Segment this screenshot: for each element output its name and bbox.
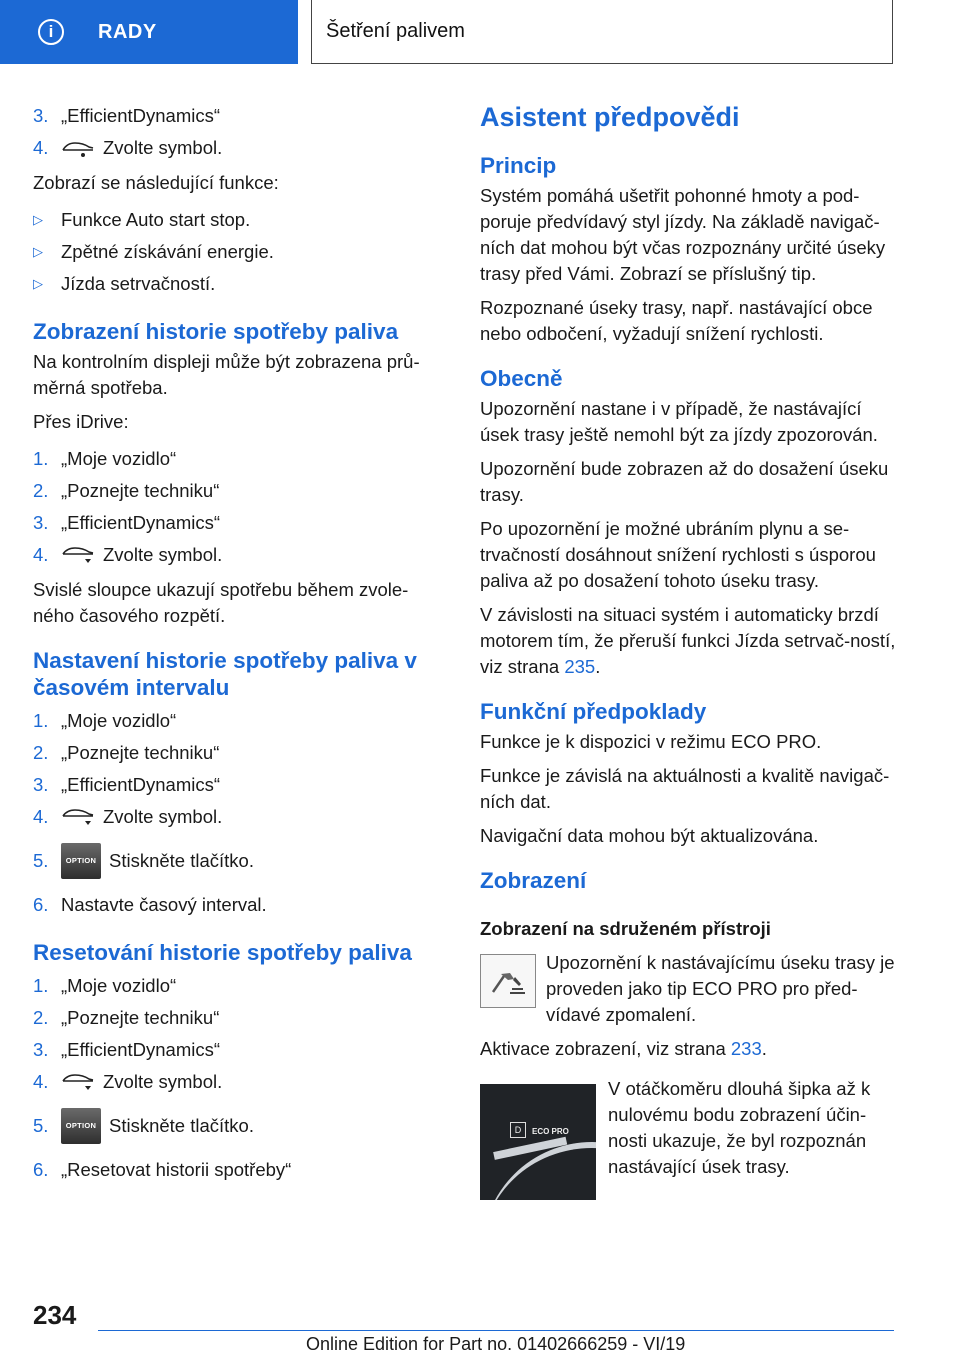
functions-list bbox=[33, 204, 445, 300]
list-item: 4. Zvolte symbol. bbox=[33, 806, 223, 827]
history-steps bbox=[33, 443, 445, 571]
list-item: 3. „EfficientDynamics“ bbox=[33, 1039, 221, 1060]
list-item: 5. OPTION Stiskněte tlačítko. bbox=[33, 1098, 445, 1154]
list-item: 2. „Poznejte techniku“ bbox=[33, 742, 220, 763]
requirements-text-2: Funkce je závislá na aktuálnosti a kvalitě navigač-ních dat. bbox=[480, 765, 890, 812]
efficiency-car-icon bbox=[61, 545, 95, 565]
requirements-heading: Funkční předpoklady bbox=[480, 699, 707, 724]
list-item: 6. „Resetovat historii spotřeby“ bbox=[33, 1159, 292, 1180]
activation-text: Aktivace zobrazení, viz strana 233. bbox=[480, 1038, 767, 1059]
footer-divider bbox=[98, 1330, 894, 1331]
intro-steps bbox=[33, 100, 445, 164]
tachometer-image bbox=[480, 1084, 596, 1200]
page-header bbox=[0, 0, 960, 66]
gear-indicator: D bbox=[510, 1122, 526, 1138]
general-text-1: Upozornění nastane i v případě, že nastávající úsek trasy ještě nemohl být za jízdy zpozorován. bbox=[480, 398, 878, 445]
right-column bbox=[480, 100, 898, 1208]
principle-text-2: Rozpoznané úseky trasy, např. nastávající obce nebo odbočení, vyžadují snížení rychlosti. bbox=[480, 297, 873, 344]
display-heading: Zobrazení bbox=[480, 868, 587, 893]
principle-heading: Princip bbox=[480, 153, 557, 178]
list-item: 4. Zvolte symbol. bbox=[33, 544, 223, 565]
list-item: 6. Nastavte časový interval. bbox=[33, 894, 267, 915]
requirements-text-1: Funkce je k dispozici v režimu ECO PRO. bbox=[480, 731, 822, 752]
efficiency-car-icon bbox=[61, 138, 95, 158]
history-via: Přes iDrive: bbox=[33, 411, 129, 432]
efficiency-car-icon bbox=[61, 807, 95, 827]
section-title: RADY bbox=[98, 20, 157, 43]
tip-text: Upozornění k nastávajícímu úseku trasy je proveden jako tip ECO PRO pro před-vídavé zpomalení. bbox=[546, 952, 895, 1025]
history-after: Svislé sloupce ukazují spotřebu během zvole-ného časového rozpětí. bbox=[33, 579, 409, 626]
list-item: 1. „Moje vozidlo“ bbox=[33, 710, 177, 731]
list-item: 2. „Poznejte techniku“ bbox=[33, 1007, 220, 1028]
general-text-4: V závislosti na situaci systém i automaticky brzdí motorem tím, že přeruší funkci Jízda setrvač-ností, viz strana 235. bbox=[480, 604, 896, 677]
option-button-icon: OPTION bbox=[61, 843, 101, 879]
display-subheading: Zobrazení na sdruženém přístroji bbox=[480, 918, 771, 939]
eco-pro-label: ECO PRO bbox=[532, 1127, 569, 1136]
history-heading: Zobrazení historie spotřeby paliva bbox=[33, 319, 399, 344]
general-text-2: Upozornění bude zobrazen až do dosažení úseku trasy. bbox=[480, 458, 889, 505]
list-item: 1. „Moje vozidlo“ bbox=[33, 448, 177, 469]
functions-intro: Zobrazí se následující funkce: bbox=[33, 172, 279, 193]
list-item: 4. Zvolte symbol. bbox=[33, 137, 223, 158]
tacho-figure bbox=[480, 1076, 898, 1200]
bullet-triangle-icon: ▷ bbox=[33, 244, 43, 259]
general-heading: Obecně bbox=[480, 366, 563, 391]
left-column bbox=[33, 100, 445, 1192]
principle-text-1: Systém pomáhá ušetřit pohonné hmoty a pod-poruje předvídavý styl jízdy. Na základě navigač-ních dat mohou být včas rozpoznány určité úseky trasy před Vámi. Zobrazí se příslušný tip. bbox=[480, 185, 886, 284]
list-item: 4. Zvolte symbol. bbox=[33, 1071, 223, 1092]
section-tab bbox=[0, 0, 298, 64]
reset-steps bbox=[33, 970, 445, 1186]
page-link-235[interactable]: 235 bbox=[564, 656, 596, 677]
bullet-triangle-icon: ▷ bbox=[33, 212, 43, 227]
requirements-text-3: Navigační data mohou být aktualizována. bbox=[480, 825, 819, 846]
list-item: ▷ Jízda setrvačností. bbox=[33, 268, 445, 300]
tacho-text: V otáčkoměru dlouhá šipka až k nulovému bodu zobrazení účin-nosti ukazuje, že byl rozpoznán nastávající úsek trasy. bbox=[608, 1078, 871, 1177]
history-text: Na kontrolním displeji může být zobrazena prů-měrná spotřeba. bbox=[33, 351, 420, 398]
interval-heading: Nastavení historie spotřeby paliva v časovém intervalu bbox=[33, 648, 417, 700]
reset-heading: Resetování historie spotřeby paliva bbox=[33, 940, 412, 965]
footer-edition: Online Edition for Part no. 01402666259 - VI/19 bbox=[306, 1334, 686, 1354]
list-item: 2. „Poznejte techniku“ bbox=[33, 480, 220, 501]
chapter-title: Šetření palivem bbox=[326, 20, 465, 42]
list-item: ▷ Zpětné získávání energie. bbox=[33, 236, 445, 268]
option-button-icon: OPTION bbox=[61, 1108, 101, 1144]
efficiency-car-icon bbox=[61, 1072, 95, 1092]
interval-steps bbox=[33, 705, 445, 921]
list-item: 3. „EfficientDynamics“ bbox=[33, 105, 221, 126]
list-item: 3. „EfficientDynamics“ bbox=[33, 512, 221, 533]
list-item: ▷ Funkce Auto start stop. bbox=[33, 204, 445, 236]
page-number: 234 bbox=[33, 1300, 77, 1330]
chapter-box bbox=[311, 0, 893, 64]
eco-tip-symbol-icon bbox=[488, 965, 528, 997]
list-item: 3. „EfficientDynamics“ bbox=[33, 774, 221, 795]
info-icon: i bbox=[38, 19, 64, 45]
tip-figure bbox=[480, 950, 898, 1028]
list-item: 5. OPTION Stiskněte tlačítko. bbox=[33, 833, 445, 889]
page-link-233[interactable]: 233 bbox=[730, 1038, 762, 1059]
general-text-3: Po upozornění je možné ubráním plynu a se-trvačností dosáhnout snížení rychlosti s úsporou paliva až po dosažení tohoto úseku trasy. bbox=[480, 518, 876, 591]
list-item: 1. „Moje vozidlo“ bbox=[33, 975, 177, 996]
bullet-triangle-icon: ▷ bbox=[33, 276, 43, 291]
main-heading: Asistent předpovědi bbox=[480, 102, 740, 132]
eco-tip-icon bbox=[480, 954, 536, 1008]
